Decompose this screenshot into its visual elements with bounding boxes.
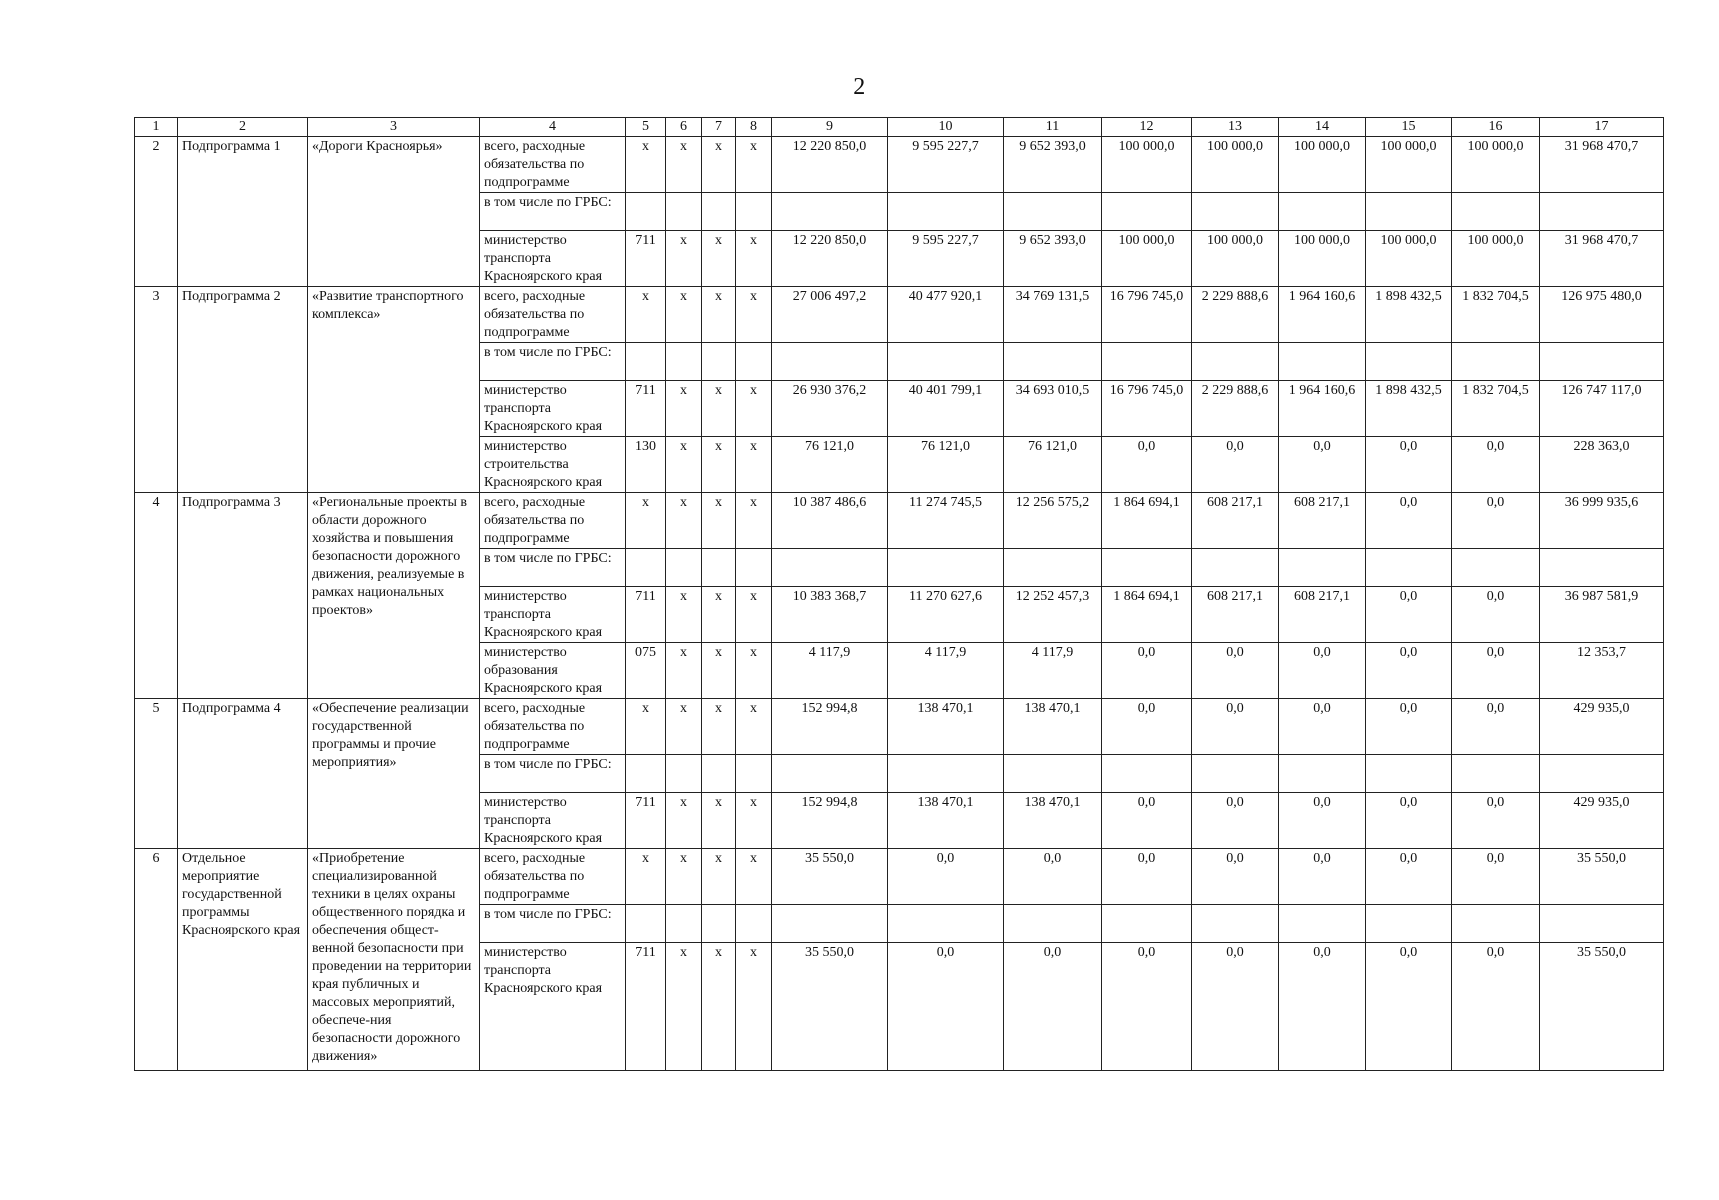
grbs-code: 711 bbox=[626, 943, 666, 1071]
year-amount bbox=[1366, 755, 1452, 793]
total-amount: 31 968 470,7 bbox=[1540, 231, 1664, 287]
target-code bbox=[702, 549, 736, 587]
grbs-code: х bbox=[626, 699, 666, 755]
grbs-code: 711 bbox=[626, 793, 666, 849]
program-type: Подпрограмма 2 bbox=[178, 287, 308, 493]
year-amount: 138 470,1 bbox=[888, 699, 1004, 755]
year-amount: 100 000,0 bbox=[1192, 231, 1279, 287]
spending-category: всего, расходные обязательства по подпрограмме bbox=[480, 849, 626, 905]
year-amount bbox=[1102, 755, 1192, 793]
section-code bbox=[666, 343, 702, 381]
total-amount: 429 935,0 bbox=[1540, 699, 1664, 755]
year-amount: 40 401 799,1 bbox=[888, 381, 1004, 437]
grbs-code: х bbox=[626, 493, 666, 549]
year-amount bbox=[1004, 755, 1102, 793]
spending-category: министерство строительства Красноярского края bbox=[480, 437, 626, 493]
spending-category: министерство транспорта Красноярского края bbox=[480, 587, 626, 643]
year-amount: 100 000,0 bbox=[1452, 137, 1540, 193]
year-amount bbox=[1192, 755, 1279, 793]
year-amount: 100 000,0 bbox=[1279, 231, 1366, 287]
expense-type-code: х bbox=[736, 699, 772, 755]
year-amount bbox=[1004, 343, 1102, 381]
year-amount: 1 864 694,1 bbox=[1102, 493, 1192, 549]
section-code: х bbox=[666, 699, 702, 755]
spending-category: министерство транспорта Красноярского края bbox=[480, 943, 626, 1071]
column-number-header: 1 bbox=[135, 118, 178, 137]
column-number-header: 13 bbox=[1192, 118, 1279, 137]
year-amount: 27 006 497,2 bbox=[772, 287, 888, 343]
year-amount bbox=[1279, 343, 1366, 381]
expense-type-code: х bbox=[736, 587, 772, 643]
program-type: Подпрограмма 4 bbox=[178, 699, 308, 849]
year-amount: 0,0 bbox=[1102, 699, 1192, 755]
row-index: 6 bbox=[135, 849, 178, 1071]
section-code bbox=[666, 755, 702, 793]
section-code: х bbox=[666, 381, 702, 437]
table-row-total bbox=[135, 493, 1664, 549]
year-amount: 0,0 bbox=[1366, 943, 1452, 1071]
year-amount: 0,0 bbox=[1192, 849, 1279, 905]
expense-type-code bbox=[736, 905, 772, 943]
year-amount: 100 000,0 bbox=[1452, 231, 1540, 287]
target-code bbox=[702, 905, 736, 943]
total-amount bbox=[1540, 755, 1664, 793]
column-number-header: 3 bbox=[308, 118, 480, 137]
year-amount bbox=[1366, 549, 1452, 587]
year-amount: 0,0 bbox=[1279, 849, 1366, 905]
expense-type-code: х bbox=[736, 137, 772, 193]
year-amount: 1 832 704,5 bbox=[1452, 381, 1540, 437]
year-amount: 0,0 bbox=[1366, 849, 1452, 905]
column-number-header: 17 bbox=[1540, 118, 1664, 137]
spending-category: в том числе по ГРБС: bbox=[480, 549, 626, 587]
total-amount: 429 935,0 bbox=[1540, 793, 1664, 849]
year-amount: 0,0 bbox=[1366, 437, 1452, 493]
expense-type-code: х bbox=[736, 287, 772, 343]
target-code: х bbox=[702, 699, 736, 755]
grbs-code: х bbox=[626, 287, 666, 343]
spending-category: министерство транспорта Красноярского края bbox=[480, 793, 626, 849]
column-number-header: 14 bbox=[1279, 118, 1366, 137]
year-amount: 2 229 888,6 bbox=[1192, 287, 1279, 343]
program-name: «Региональные проекты в области дорожного хозяйства и повышения безопасности дорожного движения, реализуемые в рамках национальных проектов» bbox=[308, 493, 480, 699]
total-amount: 126 975 480,0 bbox=[1540, 287, 1664, 343]
grbs-code: 130 bbox=[626, 437, 666, 493]
year-amount bbox=[1452, 193, 1540, 231]
year-amount: 0,0 bbox=[888, 943, 1004, 1071]
year-amount bbox=[1279, 193, 1366, 231]
year-amount: 100 000,0 bbox=[1279, 137, 1366, 193]
row-index: 5 bbox=[135, 699, 178, 849]
target-code bbox=[702, 755, 736, 793]
year-amount: 0,0 bbox=[1192, 943, 1279, 1071]
target-code: х bbox=[702, 437, 736, 493]
year-amount: 35 550,0 bbox=[772, 849, 888, 905]
year-amount: 0,0 bbox=[1452, 437, 1540, 493]
spending-category: всего, расходные обязательства по подпрограмме bbox=[480, 699, 626, 755]
year-amount bbox=[772, 905, 888, 943]
year-amount bbox=[1279, 549, 1366, 587]
program-type: Отдельное мероприятие государственной программы Красноярского края bbox=[178, 849, 308, 1071]
total-amount: 126 747 117,0 bbox=[1540, 381, 1664, 437]
year-amount: 0,0 bbox=[1102, 437, 1192, 493]
year-amount bbox=[1004, 905, 1102, 943]
year-amount: 9 652 393,0 bbox=[1004, 231, 1102, 287]
target-code bbox=[702, 343, 736, 381]
year-amount: 0,0 bbox=[1452, 793, 1540, 849]
table-row-total bbox=[135, 699, 1664, 755]
year-amount bbox=[1279, 755, 1366, 793]
year-amount: 1 964 160,6 bbox=[1279, 381, 1366, 437]
year-amount: 0,0 bbox=[1192, 699, 1279, 755]
spending-category: в том числе по ГРБС: bbox=[480, 905, 626, 943]
year-amount: 0,0 bbox=[1452, 587, 1540, 643]
year-amount: 34 693 010,5 bbox=[1004, 381, 1102, 437]
year-amount: 100 000,0 bbox=[1366, 231, 1452, 287]
year-amount: 0,0 bbox=[1102, 943, 1192, 1071]
grbs-code: 711 bbox=[626, 381, 666, 437]
section-code: х bbox=[666, 943, 702, 1071]
year-amount: 0,0 bbox=[1279, 437, 1366, 493]
column-number-header: 12 bbox=[1102, 118, 1192, 137]
year-amount: 1 898 432,5 bbox=[1366, 381, 1452, 437]
year-amount: 0,0 bbox=[888, 849, 1004, 905]
year-amount bbox=[1452, 755, 1540, 793]
year-amount: 100 000,0 bbox=[1366, 137, 1452, 193]
grbs-code bbox=[626, 905, 666, 943]
year-amount bbox=[1192, 343, 1279, 381]
year-amount: 11 274 745,5 bbox=[888, 493, 1004, 549]
table-row-total bbox=[135, 137, 1664, 193]
spending-category: всего, расходные обязательства по подпрограмме bbox=[480, 137, 626, 193]
section-code: х bbox=[666, 437, 702, 493]
spending-category: всего, расходные обязательства по подпрограмме bbox=[480, 287, 626, 343]
column-number-header: 9 bbox=[772, 118, 888, 137]
spending-category: министерство образования Красноярского края bbox=[480, 643, 626, 699]
target-code: х bbox=[702, 793, 736, 849]
column-number-header: 7 bbox=[702, 118, 736, 137]
year-amount: 138 470,1 bbox=[1004, 793, 1102, 849]
column-number-header: 8 bbox=[736, 118, 772, 137]
year-amount: 16 796 745,0 bbox=[1102, 287, 1192, 343]
year-amount: 138 470,1 bbox=[888, 793, 1004, 849]
spending-category: в том числе по ГРБС: bbox=[480, 193, 626, 231]
year-amount: 0,0 bbox=[1192, 437, 1279, 493]
year-amount bbox=[772, 549, 888, 587]
total-amount: 36 999 935,6 bbox=[1540, 493, 1664, 549]
expense-type-code: х bbox=[736, 793, 772, 849]
total-amount: 31 968 470,7 bbox=[1540, 137, 1664, 193]
program-name: «Дороги Красноярья» bbox=[308, 137, 480, 287]
grbs-code bbox=[626, 343, 666, 381]
expense-type-code bbox=[736, 755, 772, 793]
total-amount: 35 550,0 bbox=[1540, 943, 1664, 1071]
year-amount bbox=[888, 549, 1004, 587]
year-amount: 11 270 627,6 bbox=[888, 587, 1004, 643]
column-number-header: 5 bbox=[626, 118, 666, 137]
program-type: Подпрограмма 1 bbox=[178, 137, 308, 287]
total-amount: 12 353,7 bbox=[1540, 643, 1664, 699]
section-code: х bbox=[666, 287, 702, 343]
year-amount: 1 864 694,1 bbox=[1102, 587, 1192, 643]
expense-type-code: х bbox=[736, 437, 772, 493]
year-amount: 608 217,1 bbox=[1279, 493, 1366, 549]
budget-table bbox=[134, 117, 1664, 1071]
page-number: 2 bbox=[853, 74, 866, 100]
year-amount: 0,0 bbox=[1366, 587, 1452, 643]
year-amount: 152 994,8 bbox=[772, 699, 888, 755]
row-index: 2 bbox=[135, 137, 178, 287]
section-code: х bbox=[666, 587, 702, 643]
table-row-total bbox=[135, 849, 1664, 905]
year-amount: 2 229 888,6 bbox=[1192, 381, 1279, 437]
year-amount: 0,0 bbox=[1452, 493, 1540, 549]
target-code: х bbox=[702, 849, 736, 905]
total-amount: 228 363,0 bbox=[1540, 437, 1664, 493]
year-amount: 1 832 704,5 bbox=[1452, 287, 1540, 343]
grbs-code: х bbox=[626, 137, 666, 193]
year-amount: 12 252 457,3 bbox=[1004, 587, 1102, 643]
total-amount bbox=[1540, 343, 1664, 381]
year-amount: 4 117,9 bbox=[772, 643, 888, 699]
total-amount bbox=[1540, 549, 1664, 587]
year-amount bbox=[1366, 193, 1452, 231]
program-type: Подпрограмма 3 bbox=[178, 493, 308, 699]
year-amount: 0,0 bbox=[1279, 793, 1366, 849]
year-amount bbox=[772, 193, 888, 231]
year-amount bbox=[1102, 549, 1192, 587]
year-amount: 76 121,0 bbox=[772, 437, 888, 493]
year-amount: 100 000,0 bbox=[1192, 137, 1279, 193]
column-number-header: 16 bbox=[1452, 118, 1540, 137]
year-amount: 16 796 745,0 bbox=[1102, 381, 1192, 437]
year-amount: 0,0 bbox=[1279, 643, 1366, 699]
year-amount: 0,0 bbox=[1004, 943, 1102, 1071]
grbs-code bbox=[626, 193, 666, 231]
year-amount: 100 000,0 bbox=[1102, 231, 1192, 287]
year-amount: 1 964 160,6 bbox=[1279, 287, 1366, 343]
total-amount bbox=[1540, 193, 1664, 231]
year-amount bbox=[888, 193, 1004, 231]
year-amount: 0,0 bbox=[1192, 643, 1279, 699]
spending-category: всего, расходные обязательства по подпрограмме bbox=[480, 493, 626, 549]
program-name: «Обеспечение реализации государственной программы и прочие мероприятия» bbox=[308, 699, 480, 849]
year-amount bbox=[888, 755, 1004, 793]
year-amount bbox=[1452, 343, 1540, 381]
year-amount bbox=[1366, 905, 1452, 943]
spending-category: министерство транспорта Красноярского края bbox=[480, 381, 626, 437]
section-code: х bbox=[666, 231, 702, 287]
year-amount: 0,0 bbox=[1279, 943, 1366, 1071]
grbs-code: х bbox=[626, 849, 666, 905]
year-amount: 9 595 227,7 bbox=[888, 137, 1004, 193]
expense-type-code bbox=[736, 343, 772, 381]
year-amount: 100 000,0 bbox=[1102, 137, 1192, 193]
year-amount bbox=[888, 905, 1004, 943]
year-amount: 608 217,1 bbox=[1279, 587, 1366, 643]
table-body bbox=[135, 118, 1664, 1071]
year-amount bbox=[1192, 549, 1279, 587]
grbs-code: 711 bbox=[626, 231, 666, 287]
year-amount: 0,0 bbox=[1004, 849, 1102, 905]
section-code: х bbox=[666, 849, 702, 905]
year-amount: 4 117,9 bbox=[1004, 643, 1102, 699]
year-amount: 0,0 bbox=[1366, 493, 1452, 549]
year-amount: 0,0 bbox=[1366, 793, 1452, 849]
year-amount: 10 383 368,7 bbox=[772, 587, 888, 643]
year-amount bbox=[1004, 549, 1102, 587]
year-amount bbox=[888, 343, 1004, 381]
spending-category: в том числе по ГРБС: bbox=[480, 343, 626, 381]
year-amount: 0,0 bbox=[1102, 793, 1192, 849]
grbs-code bbox=[626, 549, 666, 587]
target-code: х bbox=[702, 287, 736, 343]
section-code bbox=[666, 905, 702, 943]
spending-category: министерство транспорта Красноярского края bbox=[480, 231, 626, 287]
target-code: х bbox=[702, 137, 736, 193]
year-amount: 34 769 131,5 bbox=[1004, 287, 1102, 343]
year-amount: 0,0 bbox=[1452, 943, 1540, 1071]
column-numbers-row bbox=[135, 118, 1664, 137]
year-amount: 76 121,0 bbox=[888, 437, 1004, 493]
target-code: х bbox=[702, 231, 736, 287]
expense-type-code bbox=[736, 549, 772, 587]
column-number-header: 6 bbox=[666, 118, 702, 137]
target-code: х bbox=[702, 587, 736, 643]
year-amount bbox=[1102, 343, 1192, 381]
year-amount: 0,0 bbox=[1102, 643, 1192, 699]
year-amount bbox=[1452, 549, 1540, 587]
year-amount bbox=[1102, 193, 1192, 231]
year-amount: 608 217,1 bbox=[1192, 587, 1279, 643]
year-amount bbox=[1004, 193, 1102, 231]
section-code: х bbox=[666, 643, 702, 699]
program-name: «Приобретение специализированной техники в целях охраны общественного порядка и обеспечения общест-венной безопасности при проведении на территории края публичных и массовых мероприятий, обеспече-ния безопасности дорожного движения» bbox=[308, 849, 480, 1071]
year-amount: 0,0 bbox=[1279, 699, 1366, 755]
column-number-header: 10 bbox=[888, 118, 1004, 137]
year-amount: 76 121,0 bbox=[1004, 437, 1102, 493]
column-number-header: 15 bbox=[1366, 118, 1452, 137]
spending-category: в том числе по ГРБС: bbox=[480, 755, 626, 793]
year-amount: 1 898 432,5 bbox=[1366, 287, 1452, 343]
expense-type-code bbox=[736, 193, 772, 231]
year-amount bbox=[1279, 905, 1366, 943]
year-amount: 0,0 bbox=[1452, 699, 1540, 755]
year-amount: 26 930 376,2 bbox=[772, 381, 888, 437]
section-code bbox=[666, 193, 702, 231]
expense-type-code: х bbox=[736, 231, 772, 287]
target-code: х bbox=[702, 643, 736, 699]
row-index: 4 bbox=[135, 493, 178, 699]
program-name: «Развитие транспортного комплекса» bbox=[308, 287, 480, 493]
year-amount: 9 652 393,0 bbox=[1004, 137, 1102, 193]
expense-type-code: х bbox=[736, 381, 772, 437]
total-amount: 36 987 581,9 bbox=[1540, 587, 1664, 643]
year-amount bbox=[772, 343, 888, 381]
column-number-header: 2 bbox=[178, 118, 308, 137]
target-code: х bbox=[702, 493, 736, 549]
target-code bbox=[702, 193, 736, 231]
year-amount: 12 220 850,0 bbox=[772, 231, 888, 287]
target-code: х bbox=[702, 943, 736, 1071]
year-amount: 35 550,0 bbox=[772, 943, 888, 1071]
year-amount: 138 470,1 bbox=[1004, 699, 1102, 755]
grbs-code: 075 bbox=[626, 643, 666, 699]
section-code bbox=[666, 549, 702, 587]
year-amount: 0,0 bbox=[1366, 643, 1452, 699]
year-amount bbox=[1192, 905, 1279, 943]
grbs-code bbox=[626, 755, 666, 793]
year-amount: 0,0 bbox=[1192, 793, 1279, 849]
year-amount: 0,0 bbox=[1452, 849, 1540, 905]
year-amount: 4 117,9 bbox=[888, 643, 1004, 699]
year-amount: 0,0 bbox=[1452, 643, 1540, 699]
year-amount: 608 217,1 bbox=[1192, 493, 1279, 549]
row-index: 3 bbox=[135, 287, 178, 493]
year-amount: 10 387 486,6 bbox=[772, 493, 888, 549]
year-amount bbox=[1102, 905, 1192, 943]
section-code: х bbox=[666, 493, 702, 549]
year-amount bbox=[1192, 193, 1279, 231]
year-amount bbox=[772, 755, 888, 793]
section-code: х bbox=[666, 137, 702, 193]
expense-type-code: х bbox=[736, 643, 772, 699]
target-code: х bbox=[702, 381, 736, 437]
year-amount bbox=[1452, 905, 1540, 943]
column-number-header: 11 bbox=[1004, 118, 1102, 137]
expense-type-code: х bbox=[736, 493, 772, 549]
year-amount bbox=[1366, 343, 1452, 381]
year-amount: 9 595 227,7 bbox=[888, 231, 1004, 287]
year-amount: 12 220 850,0 bbox=[772, 137, 888, 193]
year-amount: 152 994,8 bbox=[772, 793, 888, 849]
section-code: х bbox=[666, 793, 702, 849]
year-amount: 0,0 bbox=[1366, 699, 1452, 755]
year-amount: 40 477 920,1 bbox=[888, 287, 1004, 343]
total-amount bbox=[1540, 905, 1664, 943]
table-row-total bbox=[135, 287, 1664, 343]
year-amount: 0,0 bbox=[1102, 849, 1192, 905]
total-amount: 35 550,0 bbox=[1540, 849, 1664, 905]
expense-type-code: х bbox=[736, 849, 772, 905]
year-amount: 12 256 575,2 bbox=[1004, 493, 1102, 549]
column-number-header: 4 bbox=[480, 118, 626, 137]
grbs-code: 711 bbox=[626, 587, 666, 643]
expense-type-code: х bbox=[736, 943, 772, 1071]
